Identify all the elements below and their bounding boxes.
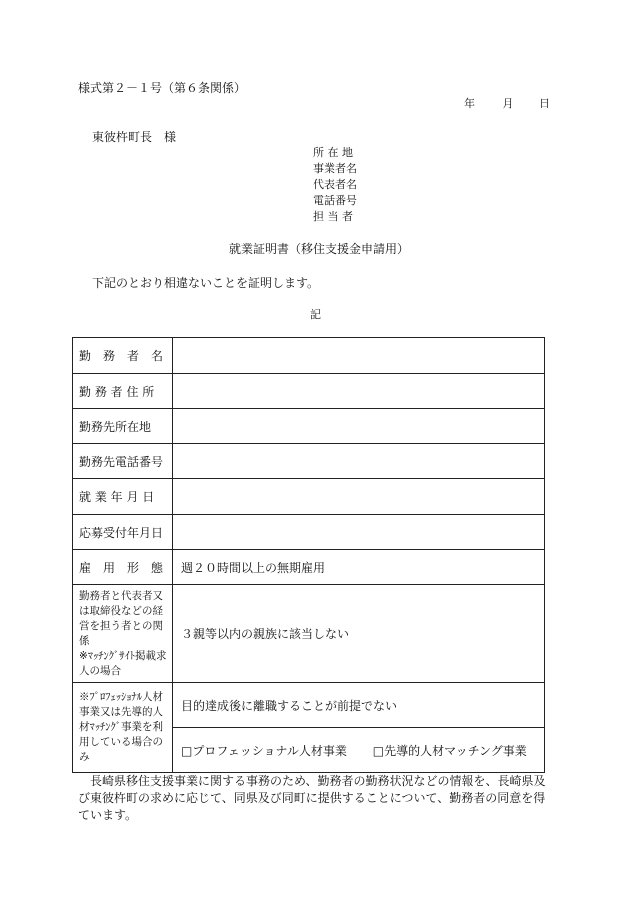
field-representative: 代表者名 (313, 178, 357, 191)
label-professional: ※ﾌﾟﾛﾌｪｯｼｮﾅﾙ人材事業又は先導的人材ﾏｯﾁﾝｸﾞ事業を利用している場合のみ (73, 683, 173, 773)
relationship-note: ※ﾏｯﾁﾝｸﾞｻｲﾄ掲載求人の場合 (79, 649, 167, 677)
date-month: 月 (502, 97, 514, 110)
field-contact: 担 当 者 (313, 210, 353, 223)
field-phone: 電話番号 (313, 194, 357, 207)
document-title: 就業証明書（移住支援金申請用） (229, 242, 410, 256)
relationship-label-text: 勤務者と代表者又は取締役などの経営を担う者との関係 (79, 589, 163, 647)
addressee: 東彼杵町長 様 (92, 130, 177, 144)
row-workplace-address (73, 409, 545, 444)
consent-footer: 長崎県移住支援事業に関する事務のため、勤務者の勤務状況などの情報を、長崎県及び東彼杵町の求めに応じて、同県及び同町に提供することについて、勤務者の同意を得ています。 (78, 774, 546, 822)
label-relationship (73, 585, 173, 683)
value-workplace-address[interactable] (173, 409, 545, 444)
statement: 下記のとおり相違ないことを証明します。 (92, 276, 320, 290)
row-employment-type (73, 550, 545, 585)
value-employment-date[interactable] (173, 479, 545, 515)
row-employment-date (73, 479, 545, 515)
date-year: 年 (464, 97, 475, 110)
value-worker-address[interactable] (173, 374, 545, 409)
value-worker-name[interactable] (173, 338, 545, 374)
label-workplace-address: 勤務先所在地 (73, 409, 173, 444)
row-workplace-phone (73, 444, 545, 479)
date-day: 日 (539, 97, 550, 110)
label-worker-name: 勤 務 者 名 (73, 338, 173, 374)
field-location: 所 在 地 (313, 146, 353, 159)
value-relationship: ３親等以内の親族に該当しない (173, 585, 545, 683)
value-professional-2 (173, 728, 545, 773)
label-employment-type: 雇 用 形 態 (73, 550, 173, 585)
form-number: 様式第２－１号（第６条関係） (78, 81, 247, 95)
label-workplace-phone: 勤務先電話番号 (73, 444, 173, 479)
row-worker-address (73, 374, 545, 409)
option-professional-talent[interactable]: □プロフェッショナル人材事業 (181, 743, 347, 758)
ki-label: 記 (310, 308, 321, 321)
certificate-table (72, 337, 545, 773)
value-workplace-phone[interactable] (173, 444, 545, 479)
row-relationship (73, 585, 545, 683)
label-employment-date: 就 業 年 月 日 (73, 479, 173, 515)
row-worker-name (73, 338, 545, 374)
value-application-date[interactable] (173, 515, 545, 550)
label-application-date: 応募受付年月日 (73, 515, 173, 550)
applicant-fields (313, 146, 357, 226)
option-leading-matching[interactable]: □先導的人材マッチング事業 (372, 743, 527, 758)
value-professional-1: 目的達成後に離職することが前提でない (173, 683, 545, 728)
field-company: 事業者名 (313, 162, 357, 175)
row-professional-1 (73, 683, 545, 728)
date-line (464, 97, 550, 111)
label-worker-address: 勤 務 者 住 所 (73, 374, 173, 409)
row-application-date (73, 515, 545, 550)
value-employment-type: 週２０時間以上の無期雇用 (173, 550, 545, 585)
